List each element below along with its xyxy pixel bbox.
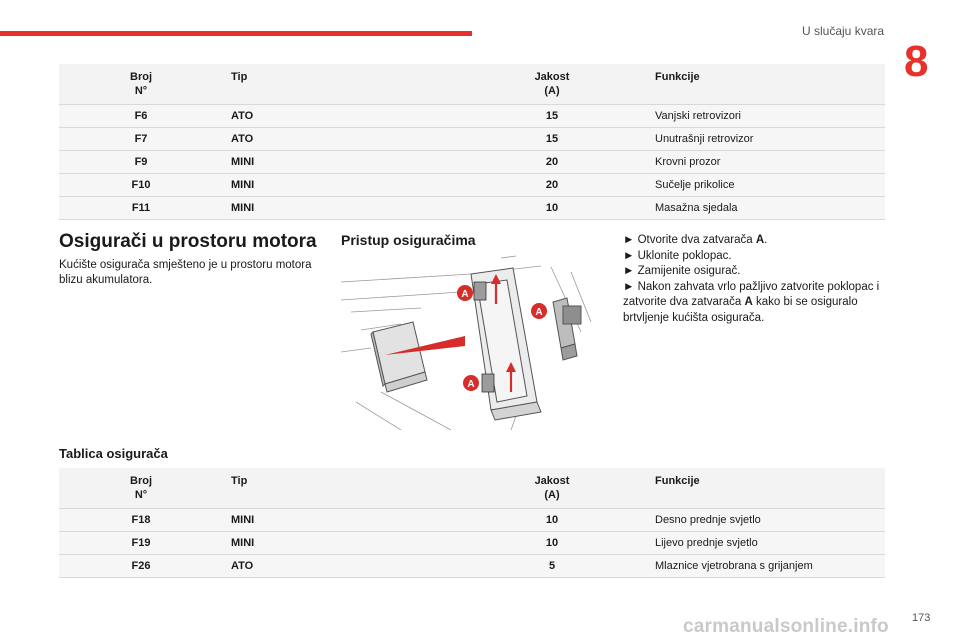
- fuse-number: F10: [59, 174, 223, 197]
- step-text: kako bi se osiguralo brtvljenje kućišta osigurača.: [623, 296, 858, 324]
- fuse-ampere: 10: [457, 509, 647, 532]
- callout-a-detail: A: [535, 307, 543, 318]
- fuse-number: F19: [59, 532, 223, 555]
- table-header-row: [59, 468, 885, 509]
- page-number: 173: [912, 612, 931, 624]
- fuse-function: Krovni prozor: [647, 151, 885, 174]
- fuse-type: MINI: [223, 151, 457, 174]
- callout-a-bottom: A: [467, 379, 475, 390]
- step-text: Uklonite poklopac.: [637, 249, 732, 262]
- fuse-ampere: 15: [457, 105, 647, 128]
- fuse-function: Mlaznice vjetrobrana s grijanjem: [647, 555, 885, 578]
- table-header-row: [59, 64, 885, 105]
- fuse-type: ATO: [223, 128, 457, 151]
- fuse-table-bottom: [59, 468, 885, 578]
- callout-a-top: A: [461, 289, 469, 300]
- fuse-ampere: 15: [457, 128, 647, 151]
- step-text: Otvorite dva zatvarača: [637, 234, 756, 246]
- table-row: [59, 509, 885, 532]
- step-item: [623, 264, 885, 280]
- step-marker: ►: [623, 280, 635, 293]
- fuse-number: F9: [59, 151, 223, 174]
- header-accent-bar: [0, 31, 472, 36]
- fuse-number: F11: [59, 197, 223, 220]
- header-type: Tip: [223, 64, 457, 105]
- fuse-ampere: 10: [457, 532, 647, 555]
- engine-fuses-heading: Osigurači u prostoru motora: [59, 231, 317, 252]
- fuse-number: F7: [59, 128, 223, 151]
- table-row: [59, 532, 885, 555]
- step-bold: A: [755, 234, 765, 246]
- fuse-type: MINI: [223, 532, 457, 555]
- fuse-type: ATO: [223, 105, 457, 128]
- header-number: Broj N°: [59, 64, 223, 105]
- engine-fuses-text: Kućište osigurača smješteno je u prostoru motora blizu akumulatora.: [59, 259, 312, 286]
- fuse-function: Sučelje prikolice: [647, 174, 885, 197]
- header-ampere: Jakost (A): [457, 64, 647, 105]
- table-row: [59, 555, 885, 578]
- fuse-ampere: 20: [457, 174, 647, 197]
- fuse-type: MINI: [223, 509, 457, 532]
- fuse-function: Desno prednje svjetlo: [647, 509, 885, 532]
- table-row: [59, 105, 885, 128]
- step-text: Nakon zahvata vrlo pažljivo zatvorite poklopac i zatvorite dva zatvarača: [623, 280, 880, 308]
- header-number: Broj N°: [59, 468, 223, 509]
- fuse-function: Lijevo prednje svjetlo: [647, 532, 885, 555]
- table-row: [59, 151, 885, 174]
- header-function: Funkcije: [647, 468, 885, 509]
- step-item: [623, 280, 885, 327]
- fuse-number: F6: [59, 105, 223, 128]
- step-item: [623, 233, 885, 249]
- chapter-number: 8: [904, 37, 929, 86]
- step-text: .: [764, 234, 768, 246]
- fuse-type: MINI: [223, 174, 457, 197]
- fuse-ampere: 10: [457, 197, 647, 220]
- step-text: Zamijenite osigurač.: [637, 265, 741, 277]
- fuse-function: Vanjski retrovizori: [647, 105, 885, 128]
- header-function: Funkcije: [647, 64, 885, 105]
- step-bold: A: [744, 296, 753, 308]
- access-steps: [623, 233, 885, 326]
- fuse-type: ATO: [223, 555, 457, 578]
- table-row: [59, 174, 885, 197]
- fuse-table-top: [59, 64, 885, 220]
- fuse-access-heading: Pristup osiguračima: [341, 232, 476, 248]
- watermark[interactable]: carmanualsonline.info: [683, 616, 889, 637]
- fuse-number: F26: [59, 555, 223, 578]
- step-item: [623, 249, 885, 265]
- header-ampere: Jakost (A): [457, 468, 647, 509]
- fuse-box-illustration: [341, 252, 596, 430]
- header-type: Tip: [223, 468, 457, 509]
- step-marker: ►: [623, 234, 635, 246]
- table-row: [59, 197, 885, 220]
- step-marker: ►: [623, 249, 635, 262]
- fuse-function: Masažna sjedala: [647, 197, 885, 220]
- fuse-type: MINI: [223, 197, 457, 220]
- fuse-function: Unutrašnji retrovizor: [647, 128, 885, 151]
- step-marker: ►: [623, 265, 635, 277]
- fuse-ampere: 5: [457, 555, 647, 578]
- fuse-ampere: 20: [457, 151, 647, 174]
- table-row: [59, 128, 885, 151]
- section-title: U slučaju kvara: [802, 24, 885, 38]
- fuse-table-heading: Tablica osigurača: [59, 446, 168, 461]
- fuse-number: F18: [59, 509, 223, 532]
